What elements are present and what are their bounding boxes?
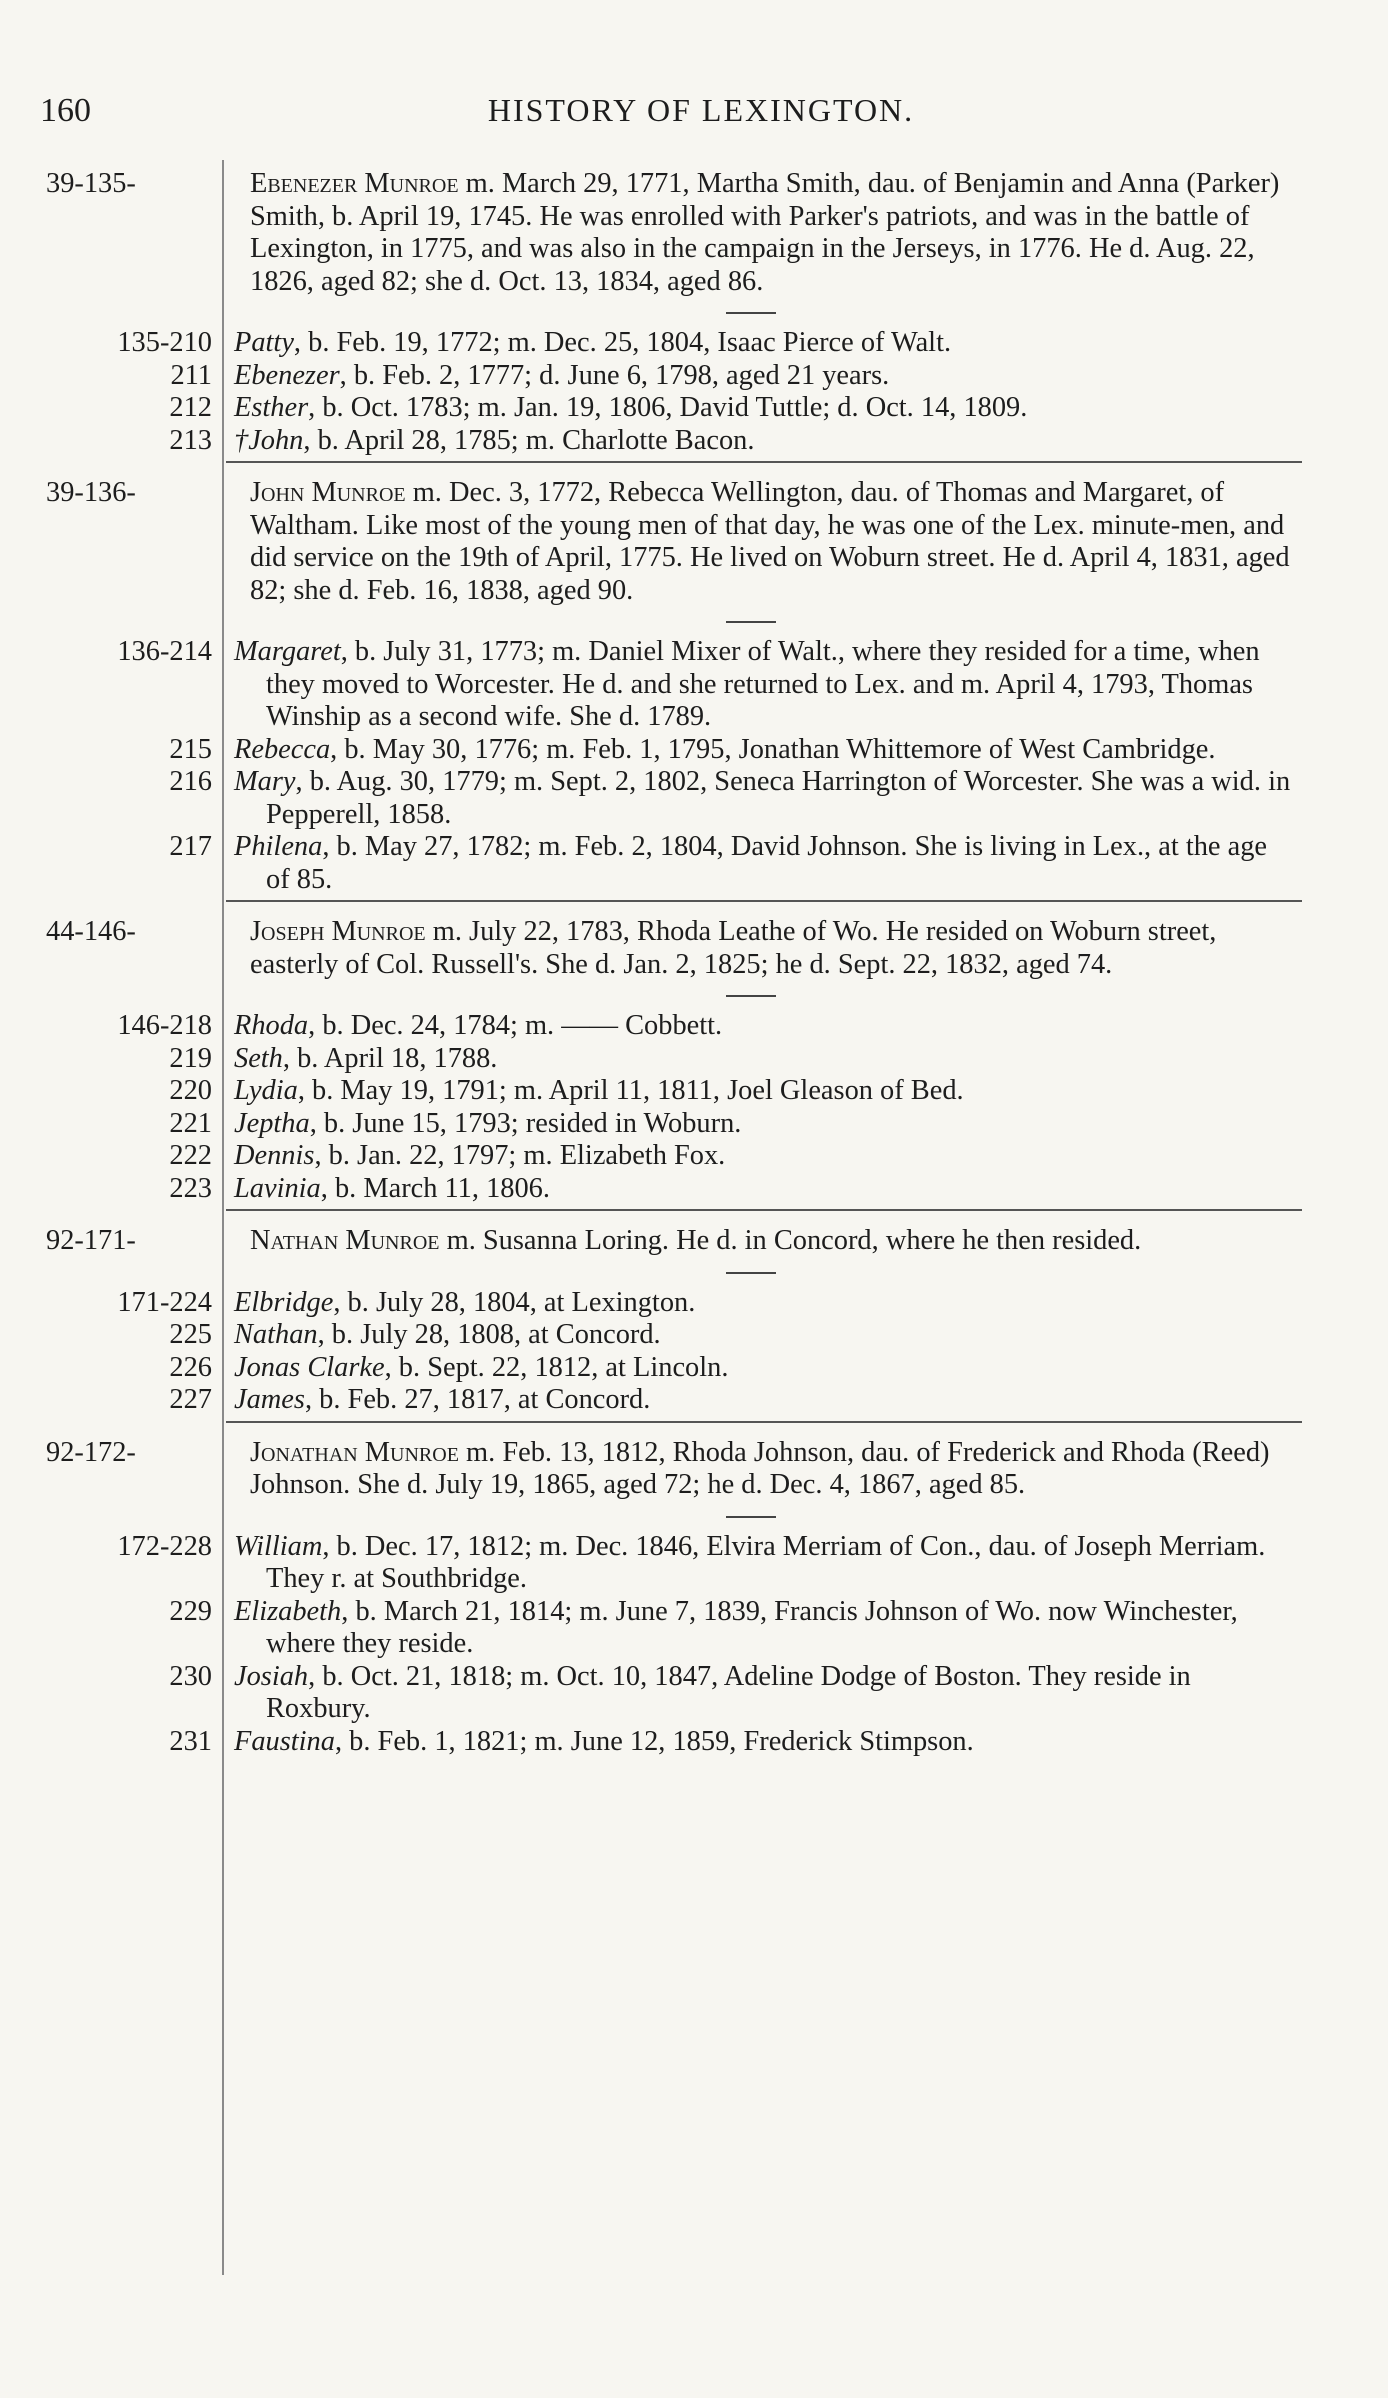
child-number: 146-218	[117, 1010, 212, 1041]
child-text	[212, 1108, 1296, 1141]
child-text	[212, 1596, 1296, 1661]
child-name: Nathan	[234, 1319, 318, 1350]
child-text	[212, 327, 1296, 360]
child-entry	[0, 1173, 1388, 1206]
child-text	[212, 1010, 1296, 1043]
child-details: , b. July 28, 1804, at Lexington.	[333, 1286, 696, 1318]
child-name: Dennis	[234, 1140, 315, 1171]
child-name: Mary	[234, 766, 296, 797]
child-number: 217	[169, 831, 212, 862]
child-entry	[0, 360, 1388, 393]
child-number: 172-228	[117, 1530, 212, 1562]
child-number: 171-224	[117, 1286, 212, 1318]
child-details: , b. May 19, 1791; m. April 11, 1811, Joel Gleason of Bed.	[297, 1075, 964, 1106]
family-head-text	[212, 916, 1296, 981]
family-head-text	[212, 477, 1296, 607]
child-number: 216	[169, 766, 212, 797]
child-entry	[0, 766, 1388, 831]
short-separator-rule	[726, 1272, 776, 1274]
child-details: , b. Feb. 1, 1821; m. June 12, 1859, Frederick Stimpson.	[334, 1725, 974, 1757]
child-text	[212, 1384, 1296, 1417]
family-head-entry	[0, 1225, 1388, 1258]
child-name: Elbridge	[234, 1286, 334, 1318]
child-text	[212, 1726, 1296, 1759]
child-name: Elizabeth	[234, 1595, 342, 1627]
child-number: 223	[169, 1172, 212, 1204]
child-details: , b. June 15, 1793; resided in Woburn.	[309, 1107, 742, 1139]
child-details: , b. Jan. 22, 1797; m. Elizabeth Fox.	[314, 1140, 726, 1171]
child-name: Ebenezer	[234, 359, 340, 391]
child-details: , b. April 28, 1785; m. Charlotte Bacon.	[303, 424, 755, 456]
short-separator-rule	[726, 312, 776, 314]
child-details: , b. Sept. 22, 1812, at Lincoln.	[384, 1351, 729, 1383]
child-text	[212, 831, 1296, 896]
page-header	[40, 92, 1362, 132]
head-description: m. Dec. 3, 1772, Rebecca Wellington, dau. of Thomas and Margaret, of Waltham. Like most of the young men of that day, he was one of the Lex. minute-men, and did service on the 19th of April, 1775. He lived on Woburn street. He d. April 4, 1831, aged 82; she d. Feb. 16, 1838, aged 90.	[250, 477, 1290, 606]
child-text	[212, 392, 1296, 425]
child-entry	[0, 1726, 1388, 1759]
child-details: , b. July 31, 1773; m. Daniel Mixer of Walt., where they resided for a time, when they moved to Worcester. He d. and she returned to Lex. and m. April 4, 1793, Thomas Winship as a second wife. She d. 1789.	[266, 636, 1260, 732]
family-separator-rule	[226, 461, 1302, 463]
head-name: Jonathan Munroe	[250, 1436, 459, 1468]
child-number: 215	[169, 733, 212, 765]
family-head-entry	[0, 477, 1388, 607]
child-number: 231	[169, 1725, 212, 1757]
child-entry	[0, 1531, 1388, 1596]
head-description: m. Susanna Loring. He d. in Concord, where he then resided.	[439, 1225, 1142, 1256]
child-details: , b. Feb. 27, 1817, at Concord.	[304, 1384, 651, 1415]
child-name: Margaret	[234, 636, 341, 667]
child-entry	[0, 1319, 1388, 1352]
child-entry	[0, 1010, 1388, 1043]
child-number: 221	[169, 1107, 212, 1139]
child-text	[212, 1287, 1296, 1320]
head-description: m. Feb. 13, 1812, Rhoda Johnson, dau. of Frederick and Rhoda (Reed) Johnson. She d. July 19, 1865, aged 72; he d. Dec. 4, 1867, aged 85.	[250, 1436, 1270, 1500]
child-details: , b. Dec. 17, 1812; m. Dec. 1846, Elvira Merriam of Con., dau. of Joseph Merriam. They r. at Southbridge.	[266, 1530, 1266, 1594]
child-name: Lavinia	[234, 1172, 321, 1204]
child-name: Patty	[234, 327, 294, 358]
child-number: 227	[169, 1384, 212, 1415]
child-name: Josiah	[234, 1660, 309, 1692]
child-name: Esther	[234, 392, 309, 423]
family-separator-rule	[226, 1421, 1302, 1423]
child-number: 229	[169, 1595, 212, 1627]
child-name: Rebecca	[234, 733, 331, 765]
child-entry	[0, 734, 1388, 767]
child-number: 212	[169, 392, 212, 423]
head-name: Joseph Munroe	[250, 916, 426, 947]
child-number: 222	[169, 1140, 212, 1171]
genealogy-entries	[0, 168, 1388, 1758]
child-number: 219	[169, 1042, 212, 1074]
child-entry	[0, 1596, 1388, 1661]
child-details: , b. May 30, 1776; m. Feb. 1, 1795, Jonathan Whittemore of West Cambridge.	[330, 733, 1216, 765]
child-text	[212, 1043, 1296, 1076]
child-number: 211	[170, 359, 212, 391]
family-reference-number: 44-146-	[46, 916, 136, 947]
family-head-text	[212, 1437, 1296, 1502]
running-title: HISTORY OF LEXINGTON.	[487, 92, 915, 128]
child-details: , b. Oct. 21, 1818; m. Oct. 10, 1847, Adeline Dodge of Boston. They reside in Roxbury.	[266, 1660, 1191, 1724]
child-text	[212, 1075, 1296, 1108]
child-name: †John	[234, 424, 304, 456]
child-text	[212, 1352, 1296, 1385]
child-text	[212, 636, 1296, 734]
child-details: , b. March 11, 1806.	[320, 1172, 550, 1204]
head-description: m. July 22, 1783, Rhoda Leathe of Wo. He resided on Woburn street, easterly of Col. Russell's. She d. Jan. 2, 1825; he d. Sept. 22, 1832, aged 74.	[250, 916, 1217, 980]
child-number: 135-210	[117, 327, 212, 358]
child-text	[212, 1319, 1296, 1352]
head-name: Ebenezer Munroe	[250, 168, 459, 199]
family-reference-number: 92-172-	[46, 1436, 136, 1468]
child-name: Rhoda	[234, 1010, 309, 1041]
child-text	[212, 734, 1296, 767]
head-name: Nathan Munroe	[250, 1225, 440, 1256]
child-entry	[0, 392, 1388, 425]
family-separator-rule	[226, 1209, 1302, 1211]
child-entry	[0, 1384, 1388, 1417]
family-head-text	[212, 168, 1296, 298]
child-number: 230	[169, 1660, 212, 1692]
child-text	[212, 1531, 1296, 1596]
family-separator-rule	[226, 900, 1302, 902]
child-entry	[0, 636, 1388, 734]
child-text	[212, 1140, 1296, 1173]
child-details: , b. Feb. 2, 1777; d. June 6, 1798, aged 21 years.	[339, 359, 890, 391]
child-number: 225	[169, 1319, 212, 1350]
head-description: m. March 29, 1771, Martha Smith, dau. of Benjamin and Anna (Parker) Smith, b. April 19, 1745. He was enrolled with Parker's patriots, and was in the battle of Lexington, in 1775, and was also in the campaign in the Jerseys, in 1776. He d. Aug. 22, 1826, aged 82; she d. Oct. 13, 1834, aged 86.	[250, 168, 1280, 297]
child-entry	[0, 1108, 1388, 1141]
child-number: 213	[169, 424, 212, 456]
child-text	[212, 1173, 1296, 1206]
family-reference-number: 39-136-	[46, 477, 136, 508]
child-entry	[0, 1043, 1388, 1076]
family-head-entry	[0, 916, 1388, 981]
child-name: James	[234, 1384, 305, 1415]
child-number: 136-214	[117, 636, 212, 667]
child-name: Philena	[234, 831, 323, 862]
child-details: , b. April 18, 1788.	[282, 1042, 498, 1074]
child-number: 226	[169, 1351, 212, 1383]
short-separator-rule	[726, 621, 776, 623]
child-details: , b. Oct. 1783; m. Jan. 19, 1806, David Tuttle; d. Oct. 14, 1809.	[308, 392, 1028, 423]
child-entry	[0, 1352, 1388, 1385]
child-details: , b. Dec. 24, 1784; m. —— Cobbett.	[308, 1010, 723, 1041]
family-head-text	[212, 1225, 1296, 1258]
child-entry	[0, 831, 1388, 896]
child-details: , b. May 27, 1782; m. Feb. 2, 1804, David Johnson. She is living in Lex., at the age of 85.	[266, 831, 1268, 895]
child-entry	[0, 425, 1388, 458]
child-entry	[0, 1661, 1388, 1726]
family-head-entry	[0, 168, 1388, 298]
child-text	[212, 1661, 1296, 1726]
child-name: Faustina	[234, 1725, 335, 1757]
child-name: Lydia	[234, 1075, 298, 1106]
child-name: Jeptha	[234, 1107, 310, 1139]
child-details: , b. July 28, 1808, at Concord.	[317, 1319, 661, 1350]
family-head-entry	[0, 1437, 1388, 1502]
child-text	[212, 425, 1296, 458]
short-separator-rule	[726, 995, 776, 997]
family-reference-number: 39-135-	[46, 168, 136, 199]
child-entry	[0, 1075, 1388, 1108]
child-number: 220	[169, 1075, 212, 1106]
child-details: , b. Feb. 19, 1772; m. Dec. 25, 1804, Isaac Pierce of Walt.	[293, 327, 952, 358]
child-entry	[0, 1140, 1388, 1173]
child-details: , b. March 21, 1814; m. June 7, 1839, Francis Johnson of Wo. now Winchester, where they reside.	[266, 1595, 1238, 1659]
short-separator-rule	[726, 1516, 776, 1518]
child-entry	[0, 327, 1388, 360]
head-name: John Munroe	[250, 477, 406, 508]
child-text	[212, 360, 1296, 393]
child-entry	[0, 1287, 1388, 1320]
child-name: Seth	[234, 1042, 283, 1074]
child-text	[212, 766, 1296, 831]
child-name: Jonas Clarke	[234, 1351, 385, 1383]
page-number: 160	[40, 92, 91, 129]
child-name: William	[234, 1530, 323, 1562]
child-details: , b. Aug. 30, 1779; m. Sept. 2, 1802, Seneca Harrington of Worcester. She was a wid. in Pepperell, 1858.	[266, 766, 1291, 830]
family-reference-number: 92-171-	[46, 1225, 136, 1256]
